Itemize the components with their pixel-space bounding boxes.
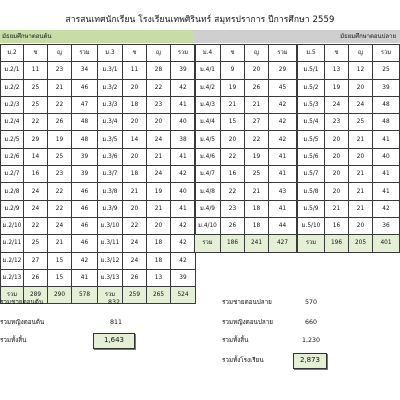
table-cell: 39 [171, 269, 196, 286]
table-cell: ม.4/4 [195, 114, 221, 131]
upper-girls-label: รวมหญิงตอนปลาย [222, 319, 273, 326]
table-cell: 21 [349, 166, 373, 183]
table-cell: ม.4/6 [195, 148, 221, 165]
table-cell: 23 [325, 114, 349, 131]
table-cell: ม.2/6 [1, 148, 24, 165]
table-cell: 48 [373, 96, 400, 113]
table-cell: ม.2/10 [1, 217, 24, 234]
table-row [98, 79, 196, 96]
table-row [195, 79, 297, 96]
table-cell: 46 [72, 217, 98, 234]
table-cell: ม.4 [195, 45, 221, 62]
table-cell: ม.5/8 [298, 183, 325, 200]
table-cell: 39 [72, 166, 98, 183]
table-row [98, 96, 196, 113]
table-cell: ญ [349, 45, 373, 62]
table-row [298, 62, 400, 79]
table-cell: 20 [245, 62, 269, 79]
school-total-label: รวมทั้งโรงเรียน [222, 357, 264, 364]
table-cell: 15 [221, 114, 245, 131]
table-row [1, 217, 98, 234]
table-cell: ม.4/2 [195, 79, 221, 96]
table-cell: 34 [72, 62, 98, 79]
table-cell: 21 [221, 96, 245, 113]
table-cell: 20 [325, 148, 349, 165]
table-cell: 48 [72, 114, 98, 131]
table-cell: 24 [325, 96, 349, 113]
table-row [98, 148, 196, 165]
table-total-row [195, 235, 297, 252]
table-cell: 23 [48, 166, 72, 183]
table-cell: 21 [147, 148, 171, 165]
lower-total-value: 1,643 [93, 333, 135, 349]
table-row [298, 96, 400, 113]
table-cell: ม.3 [98, 45, 123, 62]
table-row [1, 166, 98, 183]
table-cell: 20 [349, 79, 373, 96]
table-cell: 19 [221, 79, 245, 96]
table-cell: 39 [373, 79, 400, 96]
table-row [195, 114, 297, 131]
table-cell: 13 [325, 62, 349, 79]
table-cell: 41 [373, 131, 400, 148]
table-cell: 44 [269, 217, 297, 234]
upper-boys-value: 570 [305, 299, 318, 306]
table-cell: 20 [349, 217, 373, 234]
table-row [98, 269, 196, 286]
table-cell: 26 [24, 269, 48, 286]
table-cell: 21 [147, 200, 171, 217]
table-cell: 9 [221, 62, 245, 79]
table-cell: ม.3/8 [98, 183, 123, 200]
table-cell: ม.3/10 [98, 217, 123, 234]
table-cell: 15 [48, 252, 72, 269]
table-cell: 24 [24, 200, 48, 217]
table-cell: ม.3/2 [98, 79, 123, 96]
table-cell: 42 [171, 217, 196, 234]
table-cell: 41 [373, 166, 400, 183]
table-cell: 41 [373, 183, 400, 200]
table-cell: ม.5/9 [298, 200, 325, 217]
table-row [1, 96, 98, 113]
table-cell: 11 [24, 62, 48, 79]
table-cell: 40 [171, 114, 196, 131]
table-cell: 26 [123, 269, 147, 286]
table-cell: 18 [147, 235, 171, 252]
table-cell: 18 [245, 217, 269, 234]
table-row [1, 62, 98, 79]
table-cell: ม.2/13 [1, 269, 24, 286]
table-cell: 43 [269, 183, 297, 200]
table-cell: 21 [123, 183, 147, 200]
grade4-table [194, 44, 297, 253]
table-row [1, 131, 98, 148]
table-cell: 45 [269, 79, 297, 96]
table-row [1, 148, 98, 165]
grade2-table [0, 44, 98, 304]
table-cell: 24 [48, 217, 72, 234]
table-cell: ม.3/5 [98, 131, 123, 148]
table-cell: 42 [72, 252, 98, 269]
table-cell: 21 [349, 131, 373, 148]
table-cell: 18 [147, 252, 171, 269]
table-cell: 11 [123, 62, 147, 79]
table-cell: 22 [24, 114, 48, 131]
table-cell: 40 [373, 148, 400, 165]
table-cell: ม.2/9 [1, 200, 24, 217]
table-header-row [1, 45, 98, 62]
table-row [1, 79, 98, 96]
table-cell: 22 [221, 183, 245, 200]
table-cell: 46 [72, 183, 98, 200]
table-cell: 23 [221, 200, 245, 217]
table-cell: รวม [373, 45, 400, 62]
table-row [1, 183, 98, 200]
table-cell: ม.3/7 [98, 166, 123, 183]
table-row [298, 200, 400, 217]
table-row [298, 131, 400, 148]
table-row [195, 183, 297, 200]
table-cell: 401 [373, 235, 400, 252]
table-cell: 241 [245, 235, 269, 252]
table-cell: รวม [269, 45, 297, 62]
table-cell: ม.2/12 [1, 252, 24, 269]
table-cell: 22 [147, 79, 171, 96]
table-cell: 20 [349, 148, 373, 165]
table-cell: ม.3/12 [98, 252, 123, 269]
table-cell: 427 [269, 235, 297, 252]
table-cell: 28 [147, 62, 171, 79]
table-cell: 42 [269, 96, 297, 113]
table-cell: ช [24, 45, 48, 62]
table-cell: 42 [373, 200, 400, 217]
table-cell: 25 [24, 79, 48, 96]
table-cell: ม.3/4 [98, 114, 123, 131]
table-cell: 205 [349, 235, 373, 252]
table-cell: 196 [325, 235, 349, 252]
table-row [298, 166, 400, 183]
table-row [195, 148, 297, 165]
table-row [298, 79, 400, 96]
table-cell: 24 [147, 131, 171, 148]
upper-secondary-band: มัธยมศึกษาตอนปลาย [194, 30, 400, 43]
school-total-value: 2,873 [293, 353, 327, 369]
table-row [1, 252, 98, 269]
table-cell: 18 [123, 166, 147, 183]
table-cell: 22 [221, 148, 245, 165]
table-cell: 25 [24, 96, 48, 113]
table-cell: รวม [195, 235, 221, 252]
table-cell: 13 [147, 269, 171, 286]
table-cell: ม.2/5 [1, 131, 24, 148]
table-cell: 21 [245, 96, 269, 113]
table-cell: 20 [325, 183, 349, 200]
table-cell: 21 [48, 79, 72, 96]
table-cell: 42 [171, 252, 196, 269]
table-cell: 22 [245, 131, 269, 148]
table-row [98, 252, 196, 269]
table-cell: ม.5/7 [298, 166, 325, 183]
table-cell: ม.2/8 [1, 183, 24, 200]
table-cell: ม.3/13 [98, 269, 123, 286]
table-cell: 290 [48, 287, 72, 304]
table-cell: 25 [24, 235, 48, 252]
table-cell: 18 [245, 200, 269, 217]
upper-girls-value: 660 [305, 319, 318, 326]
table-cell: ม.4/8 [195, 183, 221, 200]
table-cell: 46 [72, 79, 98, 96]
table-cell: ม.4/7 [195, 166, 221, 183]
table-cell: 186 [221, 235, 245, 252]
table-cell: 20 [123, 200, 147, 217]
table-cell: 22 [48, 200, 72, 217]
table-cell: 40 [171, 183, 196, 200]
lower-girls-label: รวมหญิงตอนต้น [0, 319, 45, 326]
table-cell: ม.4/10 [195, 217, 221, 234]
table-cell: ญ [147, 45, 171, 62]
table-cell: ช [221, 45, 245, 62]
table-cell: ม.2 [1, 45, 24, 62]
table-cell: 289 [24, 287, 48, 304]
table-cell: 42 [171, 166, 196, 183]
table-cell: 27 [24, 252, 48, 269]
table-cell: ม.2/2 [1, 79, 24, 96]
table-cell: 20 [123, 148, 147, 165]
table-cell: ช [123, 45, 147, 62]
table-cell: ม.4/5 [195, 131, 221, 148]
table-cell: 14 [123, 131, 147, 148]
table-cell: 41 [171, 148, 196, 165]
table-cell: ม.5 [298, 45, 325, 62]
table-row [98, 183, 196, 200]
table-cell: 39 [72, 148, 98, 165]
table-cell: 20 [147, 217, 171, 234]
table-cell: 19 [245, 148, 269, 165]
page-title: สารสนเทศนักเรียน โรงเรียนเทพศิรินทร์ สมุทรปราการ ปีการศึกษา 2559 [65, 15, 335, 25]
table-cell: รวม [298, 235, 325, 252]
table-cell: ม.5/5 [298, 131, 325, 148]
table-row [98, 62, 196, 79]
upper-total-value: 1,230 [302, 337, 321, 344]
table-cell: 20 [123, 79, 147, 96]
table-cell: 42 [269, 131, 297, 148]
table-total-row [298, 235, 400, 252]
table-cell: 42 [171, 235, 196, 252]
table-cell: 18 [123, 96, 147, 113]
table-cell: ม.2/3 [1, 96, 24, 113]
table-row [98, 200, 196, 217]
table-cell: 15 [48, 269, 72, 286]
table-cell: 38 [171, 131, 196, 148]
table-cell: ม.3/11 [98, 235, 123, 252]
table-cell: ม.5/3 [298, 96, 325, 113]
table-row [195, 96, 297, 113]
table-cell: 25 [48, 148, 72, 165]
table-cell: 259 [123, 287, 147, 304]
table-cell: 24 [123, 235, 147, 252]
lower-boys-value: 832 [108, 299, 121, 306]
table-cell: 27 [245, 114, 269, 131]
table-cell: 25 [245, 166, 269, 183]
table-cell: 21 [325, 200, 349, 217]
table-row [195, 200, 297, 217]
table-row [298, 183, 400, 200]
table-cell: 26 [221, 217, 245, 234]
table-cell: ม.3/3 [98, 96, 123, 113]
lower-girls-value: 811 [110, 319, 123, 326]
table-cell: ญ [245, 45, 269, 62]
table-row [298, 217, 400, 234]
table-cell: 29 [24, 131, 48, 148]
table-row [1, 235, 98, 252]
table-cell: 20 [325, 166, 349, 183]
table-row [98, 131, 196, 148]
table-row [1, 114, 98, 131]
table-cell: 25 [373, 62, 400, 79]
table-cell: 23 [147, 96, 171, 113]
table-cell: 46 [72, 235, 98, 252]
table-cell: 14 [24, 148, 48, 165]
table-cell: 42 [171, 79, 196, 96]
table-cell: 20 [221, 131, 245, 148]
table-cell: ม.4/9 [195, 200, 221, 217]
lower-boys-label: รวมชายตอนต้น [0, 299, 44, 306]
table-cell: ม.4/3 [195, 96, 221, 113]
table-cell: ม.3/9 [98, 200, 123, 217]
table-cell: ม.4/1 [195, 62, 221, 79]
table-header-row [298, 45, 400, 62]
table-cell: ม.3/6 [98, 148, 123, 165]
table-cell: 524 [171, 287, 196, 304]
table-cell: รวม [72, 45, 98, 62]
table-cell: 22 [123, 217, 147, 234]
table-cell: 24 [24, 183, 48, 200]
table-cell: ม.5/2 [298, 79, 325, 96]
table-cell: 21 [245, 183, 269, 200]
table-cell: ญ [48, 45, 72, 62]
table-row [298, 148, 400, 165]
table-cell: 578 [72, 287, 98, 304]
table-cell: 22 [48, 96, 72, 113]
table-cell: ช [325, 45, 349, 62]
table-cell: 26 [245, 79, 269, 96]
table-row [98, 235, 196, 252]
table-cell: 41 [72, 269, 98, 286]
table-cell: ม.2/11 [1, 235, 24, 252]
table-cell: 41 [269, 166, 297, 183]
table-cell: ม.3/1 [98, 62, 123, 79]
table-cell: ม.2/1 [1, 62, 24, 79]
table-cell: 12 [349, 62, 373, 79]
table-row [98, 114, 196, 131]
table-row [1, 200, 98, 217]
table-cell: 29 [269, 62, 297, 79]
lower-secondary-band: มัธยมศึกษาตอนต้น [0, 30, 194, 43]
table-row [195, 131, 297, 148]
table-cell: 21 [349, 200, 373, 217]
table-cell: รวม [98, 287, 123, 304]
table-cell: 19 [147, 183, 171, 200]
table-cell: 41 [171, 96, 196, 113]
table-row [1, 269, 98, 286]
lower-total-label: รวมทั้งสิ้น [0, 337, 27, 344]
table-cell: 48 [373, 114, 400, 131]
table-cell: 21 [349, 183, 373, 200]
table-cell: 26 [48, 114, 72, 131]
table-cell: 46 [72, 200, 98, 217]
upper-boys-label: รวมชายตอนปลาย [222, 299, 272, 306]
table-cell: 22 [48, 183, 72, 200]
table-cell: ม.2/7 [1, 166, 24, 183]
table-row [195, 62, 297, 79]
table-cell: 24 [147, 166, 171, 183]
table-cell: 42 [269, 114, 297, 131]
table-cell: 48 [72, 131, 98, 148]
table-cell: 24 [349, 96, 373, 113]
table-row [195, 166, 297, 183]
table-cell: 21 [48, 235, 72, 252]
upper-total-label: รวมทั้งสิ้น [222, 337, 249, 344]
table-cell: 23 [48, 62, 72, 79]
grade5-table [297, 44, 400, 253]
table-cell: ม.5/6 [298, 148, 325, 165]
table-row [98, 217, 196, 234]
table-cell: รวม [171, 45, 196, 62]
table-cell: 39 [171, 62, 196, 79]
table-cell: 36 [373, 217, 400, 234]
table-cell: 16 [325, 217, 349, 234]
table-cell: 16 [24, 166, 48, 183]
table-cell: 19 [48, 131, 72, 148]
table-row [98, 166, 196, 183]
table-cell: 47 [72, 96, 98, 113]
table-cell: ม.5/10 [298, 217, 325, 234]
table-header-row [195, 45, 297, 62]
table-cell: 41 [269, 200, 297, 217]
table-cell: 24 [123, 252, 147, 269]
table-cell: 20 [123, 114, 147, 131]
table-cell: 41 [269, 148, 297, 165]
table-cell: 16 [221, 166, 245, 183]
table-cell: ม.5/4 [298, 114, 325, 131]
table-cell: 22 [24, 217, 48, 234]
table-cell: 25 [349, 114, 373, 131]
table-header-row [98, 45, 196, 62]
table-cell: 20 [147, 114, 171, 131]
table-cell: ม.2/4 [1, 114, 24, 131]
table-row [298, 114, 400, 131]
table-cell: 20 [325, 131, 349, 148]
grade3-table [97, 44, 196, 304]
table-row [195, 217, 297, 234]
table-cell: 19 [325, 79, 349, 96]
table-cell: 41 [171, 200, 196, 217]
table-cell: 265 [147, 287, 171, 304]
table-cell: รวม [1, 287, 24, 304]
table-cell: ม.5/1 [298, 62, 325, 79]
